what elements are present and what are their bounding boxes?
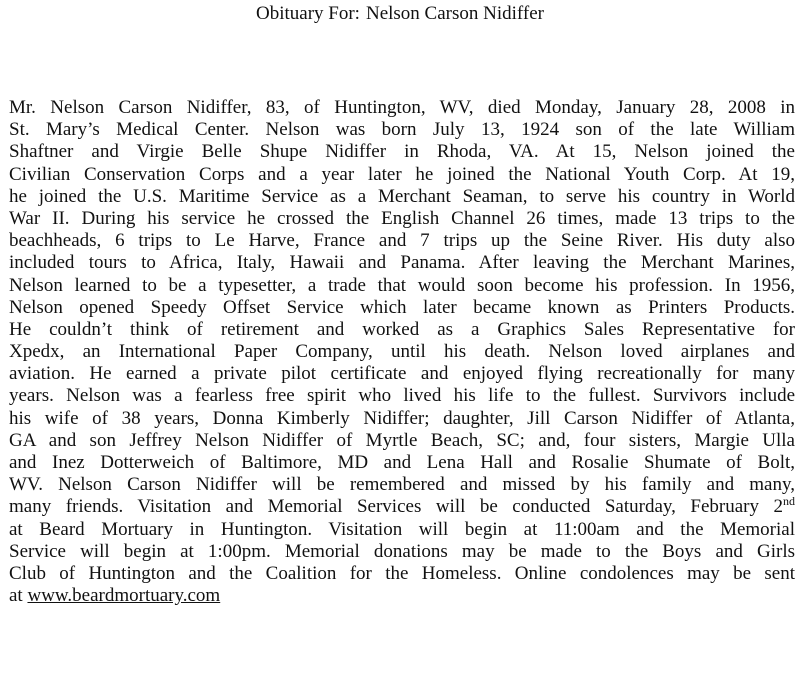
obituary-line: and Inez Dotterweich of Baltimore, MD and Lena Hall and Rosalie Shumate of Bolt,	[9, 452, 795, 473]
link-prefix: at	[9, 585, 28, 607]
obituary-line: Club of Huntington and the Coalition for the Homeless. Online condolences may be sent	[9, 562, 795, 584]
obituary-line-visitation-date	[9, 496, 795, 518]
deceased-name: Nelson Carson Nidiffer	[365, 3, 544, 24]
obituary-line: Service will begin at 1:00pm. Memorial donations may be made to the Boys and Girls	[9, 540, 795, 562]
obituary-line: his wife of 38 years, Donna Kimberly Nidiffer; daughter, Jill Carson Nidiffer of Atlanta,	[9, 407, 795, 429]
obituary-line: Civilian Conservation Corps and a year later he joined the National Youth Corp. At 19,	[9, 163, 795, 185]
obituary-line: aviation. He earned a private pilot certificate and enjoyed flying recreationally for many	[9, 363, 795, 385]
page-title	[0, 2, 800, 26]
mortuary-website-link[interactable]: www.beardmortuary.com	[27, 585, 221, 607]
obituary-line: Xpedx, an International Paper Company, until his death. Nelson loved airplanes and	[9, 341, 795, 363]
obituary-line: he joined the U.S. Maritime Service as a Merchant Seaman, to serve his country in World	[9, 185, 795, 207]
obituary-line: years. Nelson was a fearless free spirit who lived his life to the fullest. Survivors include	[9, 385, 795, 407]
obituary-line: included tours to Africa, Italy, Hawaii and Panama. After leaving the Merchant Marines,	[9, 252, 795, 274]
obituary-line: He couldn’t think of retirement and worked as a Graphics Sales Representative for	[9, 318, 795, 340]
obituary-line: Nelson opened Speedy Offset Service which later became known as Printers Products.	[9, 296, 795, 318]
obituary-line: GA and son Jeffrey Nelson Nidiffer of Myrtle Beach, SC; and, four sisters, Margie Ulla	[9, 429, 795, 451]
obituary-line-link	[9, 585, 795, 607]
obituary-line: at Beard Mortuary in Huntington. Visitation will begin at 11:00am and the Memorial	[9, 518, 795, 540]
obituary-line: Nelson learned to be a typesetter, a trade that would soon become his profession. In 1956,	[9, 274, 795, 296]
obituary-line: beachheads, 6 trips to Le Harve, France and 7 trips up the Seine River. His duty also	[9, 230, 795, 252]
title-label: Obituary For:	[256, 3, 360, 24]
visitation-text: many friends. Visitation and Memorial Services will be conducted Saturday, February 2	[9, 496, 783, 518]
obituary-line: Shaftner and Virgie Belle Shupe Nidiffer in Rhoda, VA. At 15, Nelson joined the	[9, 141, 795, 163]
obituary-line: St. Mary’s Medical Center. Nelson was born July 13, 1924 son of the late William	[9, 119, 795, 141]
date-ordinal-suffix: nd	[783, 494, 795, 509]
obituary-line: Mr. Nelson Carson Nidiffer, 83, of Huntington, WV, died Monday, January 28, 2008 in	[9, 97, 795, 118]
obituary-line: WV. Nelson Carson Nidiffer will be remembered and missed by his family and many,	[9, 474, 795, 496]
obituary-line: War II. During his service he crossed the English Channel 26 times, made 13 trips to the	[9, 207, 795, 229]
obituary-body	[9, 97, 795, 607]
